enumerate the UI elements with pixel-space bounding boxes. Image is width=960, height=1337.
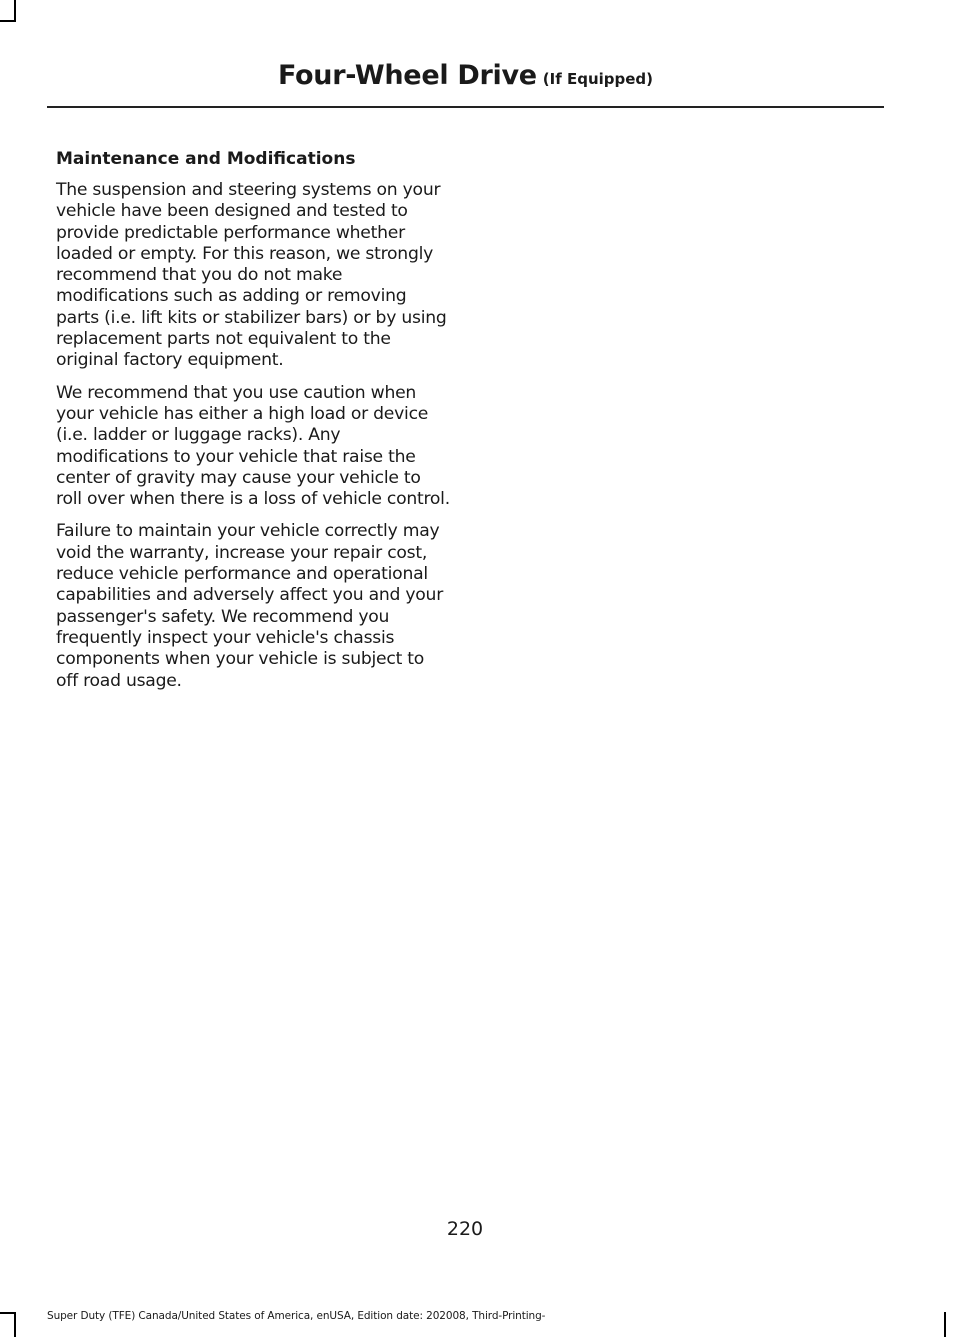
page-header bbox=[47, 56, 884, 96]
chapter-title: Four-Wheel Drive bbox=[277, 60, 537, 91]
crop-mark-top-left-horizontal bbox=[0, 20, 16, 22]
footer-edition-info: Super Duty (TFE) Canada/United States of America, enUSA, Edition date: 202008, Third-Printing- bbox=[47, 1310, 546, 1322]
main-content bbox=[56, 146, 450, 703]
paragraph-suspension: The suspension and steering systems on your vehicle have been designed and tested to provide predictable performance whether loaded or empty. For this reason, we strongly recommend that you do not make modifications such as adding or removing parts (i.e. lift kits or stabilizer bars) or by using replacement parts not equivalent to the original factory equipment. bbox=[56, 180, 447, 371]
section-heading: Maintenance and Modifications bbox=[56, 149, 356, 169]
crop-mark-bottom-right-vertical bbox=[944, 1312, 946, 1337]
chapter-subtitle: (If Equipped) bbox=[542, 70, 654, 88]
paragraph-maintenance: Failure to maintain your vehicle correctly may void the warranty, increase your repair cost, reduce vehicle performance and operational capabilities and adversely affect you and your passenger's safety. We recommend you frequently inspect your vehicle's chassis components when your vehicle is subject to off road usage. bbox=[56, 521, 444, 691]
paragraph-caution: We recommend that you use caution when your vehicle has either a high load or device (i.e. ladder or luggage racks). Any modifications to your vehicle that raise the center of gravity may cause your vehicle to roll over when there is a loss of vehicle control. bbox=[56, 382, 450, 510]
crop-mark-bottom-left-vertical bbox=[14, 1312, 16, 1337]
crop-mark-bottom-left-horizontal bbox=[0, 1312, 16, 1314]
header-divider bbox=[47, 106, 884, 108]
crop-mark-top-left-vertical bbox=[14, 0, 16, 22]
page-number: 220 bbox=[446, 1218, 484, 1240]
